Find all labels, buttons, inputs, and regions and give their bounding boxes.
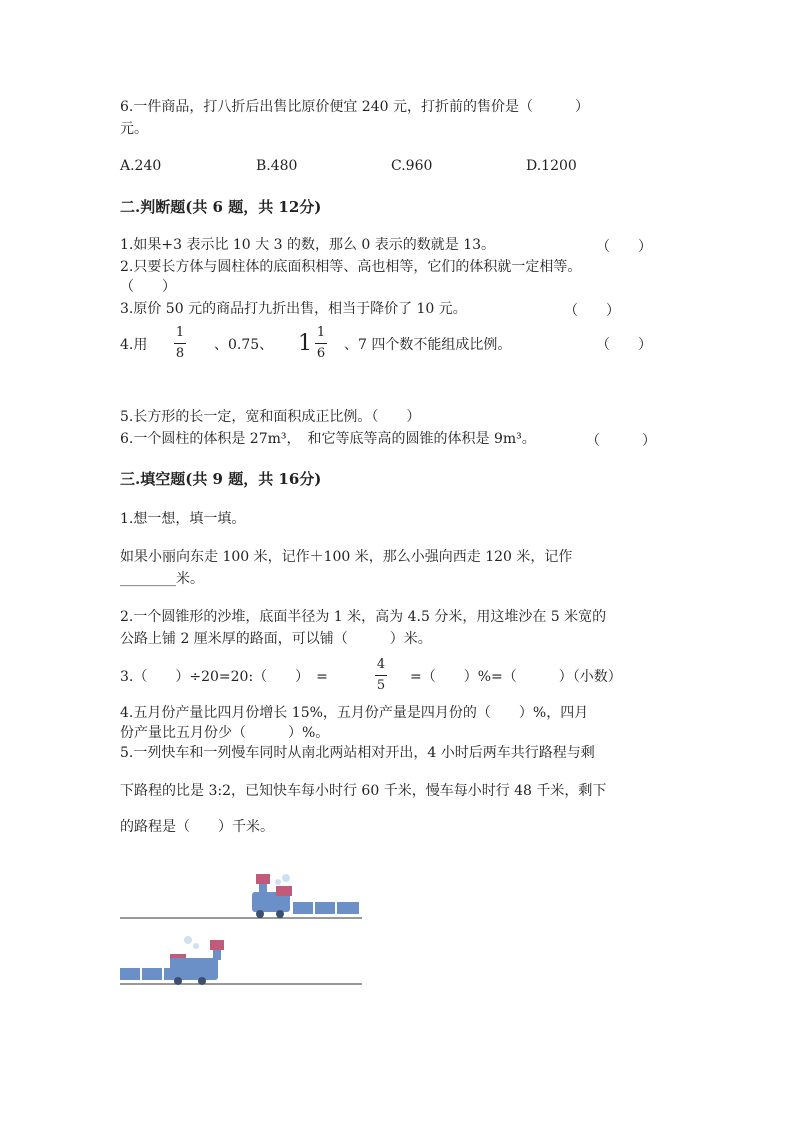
slow-train-icon bbox=[120, 936, 224, 985]
fill-q4-line1: 4.五月份产量比四月份增长 15%，五月份产量是四月份的（ ）%，四月 bbox=[120, 705, 589, 721]
fill-q2-line1: 2.一个圆锥形的沙堆，底面半径为 1 米，高为 4.5 分米，用这堆沙在 5 米宽的 bbox=[120, 609, 607, 625]
judge-item-4-prefix: 4.用 bbox=[120, 337, 148, 353]
fraction-denominator: 6 bbox=[316, 346, 326, 361]
fraction-four-fifths bbox=[375, 658, 387, 693]
fill-q1-title: 1.想一想，填一填。 bbox=[120, 511, 246, 527]
option-c[interactable]: C.960 bbox=[391, 158, 433, 174]
fraction-one-eighth bbox=[174, 326, 186, 361]
judge-item-2: 2.只要长方体与圆柱体的底面积相等、高也相等，它们的体积就一定相等。 bbox=[120, 259, 582, 275]
judge-item-6: 6.一个圆柱的体积是 27m³， 和它等底等高的圆锥的体积是 9m³。 bbox=[120, 431, 536, 447]
judge-item-4-suffix: 、7 四个数不能组成比例。 bbox=[344, 337, 512, 353]
judge-6-answer[interactable]: （ ） bbox=[586, 433, 656, 449]
fill-q3-suffix: =（ ）%=（ ）（小数） bbox=[410, 669, 622, 685]
fill-q2-line2: 公路上铺 2 厘米厚的路面，可以铺（ ）米。 bbox=[120, 631, 432, 647]
option-b[interactable]: B.480 bbox=[256, 158, 298, 174]
judge-2-answer[interactable]: （ ） bbox=[120, 279, 176, 295]
judge-item-3: 3.原价 50 元的商品打九折出售，相当于降价了 10 元。 bbox=[120, 301, 467, 317]
fill-q5-line1: 5.一列快车和一列慢车同时从南北两站相对开出，4 小时后两车共行路程与剩 bbox=[120, 745, 595, 761]
fill-q5-line2: 下路程的比是 3:2，已知快车每小时行 60 千米，慢车每小时行 48 千米，剩下 bbox=[120, 783, 607, 799]
judge-item-5: 5.长方形的长一定，宽和面积成正比例。（ ） bbox=[120, 409, 421, 425]
fraction-numerator: 1 bbox=[175, 325, 185, 340]
fill-q4-line2: 份产量比五月份少（ ）%。 bbox=[120, 725, 330, 741]
q6-line2: 元。 bbox=[120, 121, 148, 137]
fill-q1-text: 如果小丽向东走 100 米，记作＋100 米，那么小强向西走 120 米，记作 bbox=[120, 549, 573, 565]
fill-q1-blank[interactable]: ________米。 bbox=[120, 571, 204, 587]
mixed-number bbox=[298, 326, 327, 361]
fraction-denominator: 5 bbox=[376, 678, 386, 693]
fraction-numerator: 1 bbox=[316, 325, 326, 340]
judge-4-answer[interactable]: （ ） bbox=[596, 337, 652, 353]
judge-item-4-mid: 、0.75、 bbox=[214, 337, 274, 353]
judge-1-answer[interactable]: （ ） bbox=[596, 239, 652, 255]
fraction-denominator: 8 bbox=[175, 346, 185, 361]
section2-title: 二.判断题(共 6 题，共 12分) bbox=[120, 198, 322, 216]
section3-title: 三.填空题(共 9 题，共 16分) bbox=[120, 470, 322, 488]
fraction-numerator: 4 bbox=[376, 657, 386, 672]
fill-q3-prefix: 3.（ ）÷20=20:（ ） = bbox=[120, 669, 328, 685]
option-d[interactable]: D.1200 bbox=[526, 158, 577, 174]
option-a[interactable]: A.240 bbox=[120, 158, 162, 174]
fast-train-icon bbox=[252, 874, 359, 918]
judge-item-1: 1.如果+3 表示比 10 大 3 的数，那么 0 表示的数就是 13。 bbox=[120, 237, 496, 253]
q6-line1: 6.一件商品，打八折后出售比原价便宜 240 元，打折前的售价是（ ） bbox=[120, 99, 589, 115]
fill-q5-line3: 的路程是（ ）千米。 bbox=[120, 819, 274, 835]
judge-3-answer[interactable]: （ ） bbox=[564, 303, 620, 319]
mixed-whole: 1 bbox=[298, 331, 312, 356]
